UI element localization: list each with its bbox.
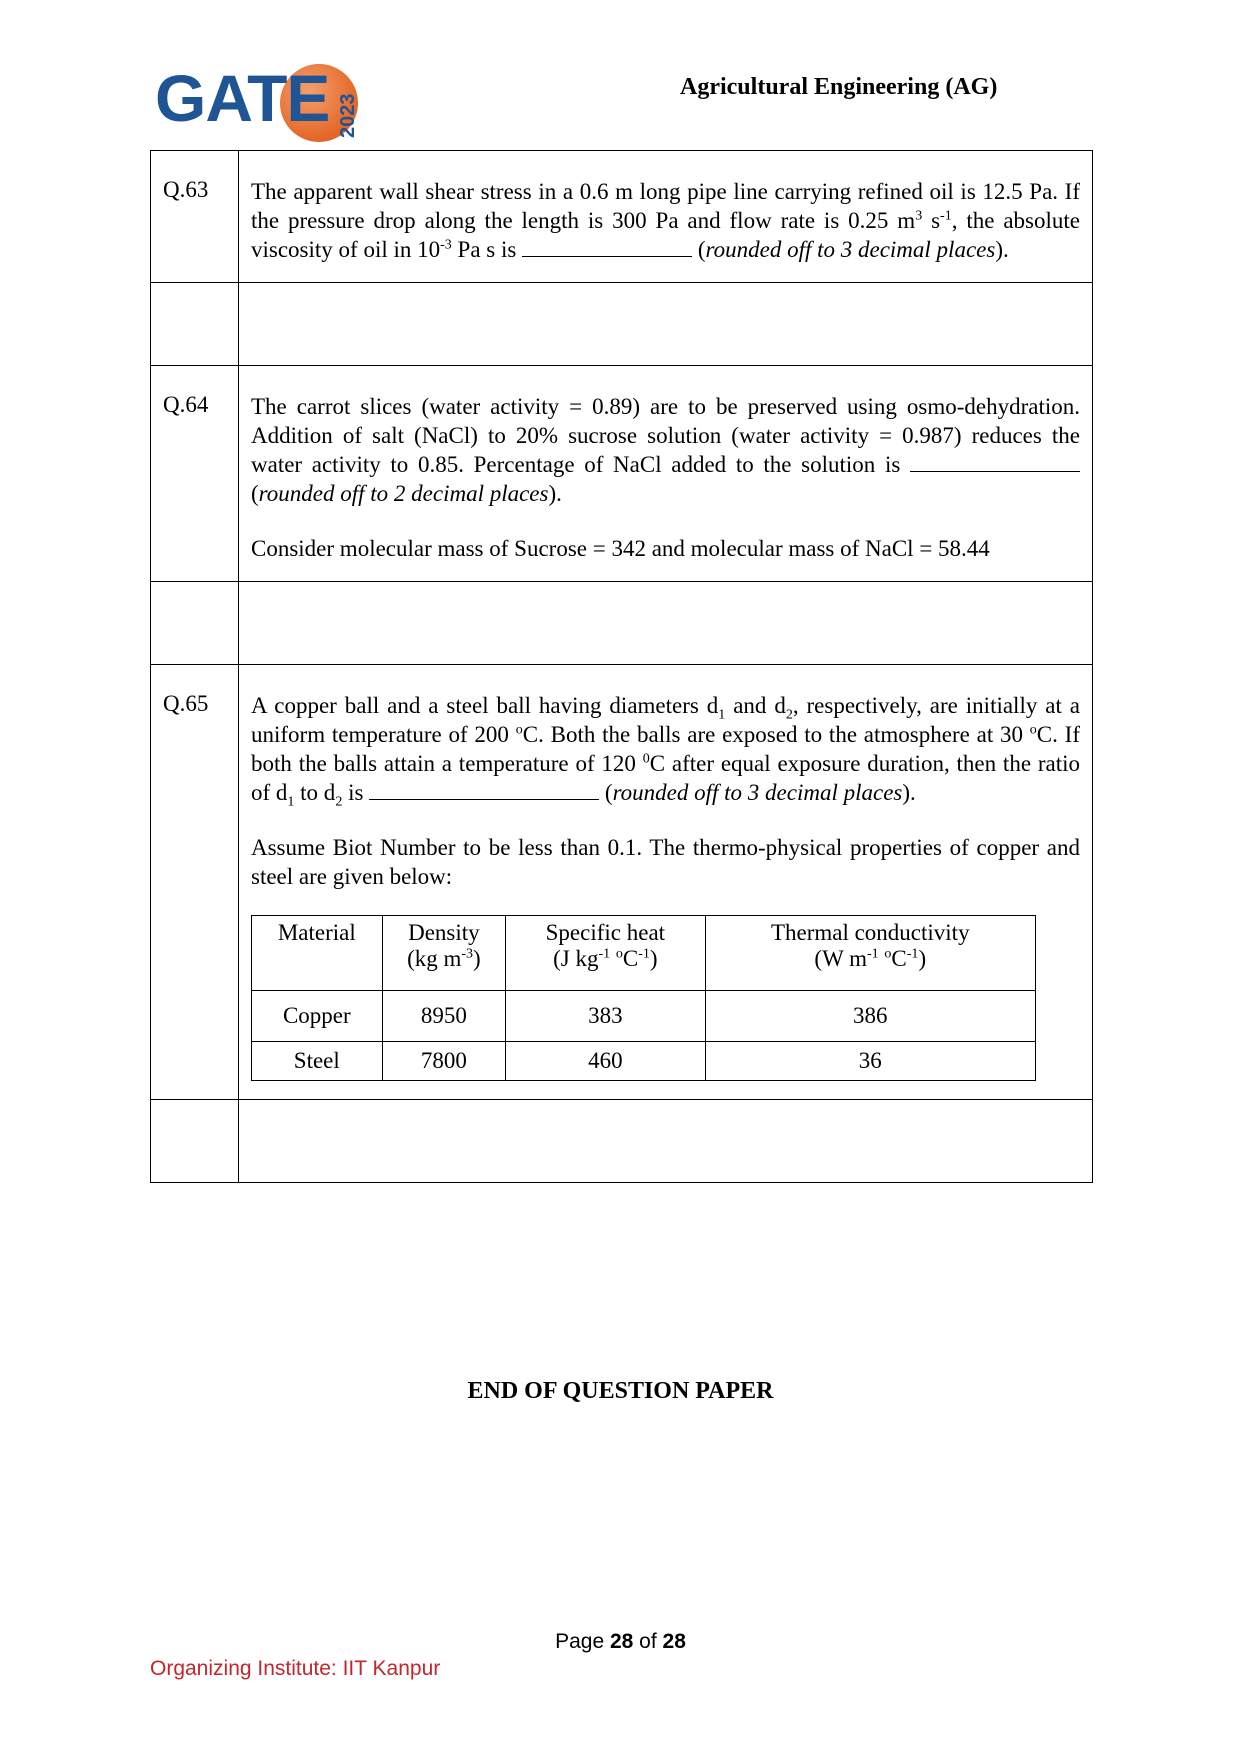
q64-text: The carrot slices (water activity = 0.89) are to be preserved using osmo-dehydration. Addition of salt (NaCl) to 20% sucrose solution (water activity = 0.987) reduces the water activity to 0.85. Percentage of NaCl added to the solution is xyxy=(251,394,1080,477)
logo-year: 2023 xyxy=(337,93,359,138)
table-row xyxy=(252,1042,1036,1081)
header-density-label: Density xyxy=(408,920,480,945)
page-of: of xyxy=(633,1630,663,1653)
question-text: The apparent wall shear stress in a 0.6 m long pipe line carrying refined oil is 12.5 Pa. If the pressure drop along the length is 300 Pa and flow rate is 0.25 $m^3$ $s^{-1}$, the absolute viscosity of oil in $10^{-3}$ Pa s is (rounded off to 3 decimal places). xyxy=(239,151,1093,283)
q65-sub-3: 1 xyxy=(287,794,295,810)
cell-specific-heat: 460 xyxy=(506,1042,705,1081)
header-specific-unit-sup3: -1 xyxy=(638,946,650,962)
q63-sup-c: -3 xyxy=(440,237,452,253)
q65-text-8: is xyxy=(342,780,364,805)
answer-blank xyxy=(369,779,599,800)
q65-text-3: , respectively, are initially at a uniform temperature of 200 xyxy=(251,693,1080,747)
header-thermal-unit-sup1: -1 xyxy=(867,946,879,962)
q65-rounding: rounded off to 3 decimal places xyxy=(612,780,903,805)
page-prefix: Page xyxy=(555,1630,610,1653)
header-material-label: Material xyxy=(277,920,356,945)
answer-row xyxy=(151,1100,1093,1183)
header-density-unit-a: (kg m xyxy=(407,946,462,971)
header-thermal-label: Thermal conductivity xyxy=(770,920,970,945)
q64-rounding: rounded off to 2 decimal places xyxy=(258,481,549,506)
q63-sup-b: -1 xyxy=(940,208,952,224)
answer-cell xyxy=(239,582,1093,665)
q63-text-a: The apparent wall shear stress in a 0.6 m long pipe line carrying refined oil is 12.5 Pa. If the pressure drop along the length is 300 Pa and flow rate is 0.25 m xyxy=(251,179,1080,233)
answer-row xyxy=(151,582,1093,665)
q65-deg-1: o xyxy=(515,722,523,738)
header-thermal-unit-a: (W m xyxy=(814,946,867,971)
header-thermal-unit-sup3: -1 xyxy=(906,946,919,962)
answer-cell xyxy=(239,283,1093,366)
q63-text-d: Pa s is xyxy=(451,237,517,262)
organizing-institute: Organizing Institute: IIT Kanpur xyxy=(150,1657,441,1680)
header-thermal-unit-b: ) xyxy=(918,946,927,971)
header-thermal-unit-sup2: o xyxy=(884,946,892,962)
table-row xyxy=(252,991,1036,1042)
q63-text-c: , the absolute viscosity of oil in 10 xyxy=(251,208,1080,262)
header-specific-unit-sup2: o xyxy=(615,946,623,962)
question-text: The carrot slices (water activity = 0.89) are to be preserved using osmo-dehydration. Addition of salt (NaCl) to 20% sucrose solution (water activity = 0.987) reduces the water activity to 0.85. Percentage of NaCl added to the solution is (rounded off to 2 decimal places). Consider molecular mass of Sucrose = 342 and molecular mass of NaCl = 58.44 xyxy=(239,366,1093,582)
answer-number-cell xyxy=(151,582,239,665)
header-specific-unit-b: ) xyxy=(649,946,658,971)
question-number: Q.63 xyxy=(151,151,239,283)
q63-text-b: s xyxy=(922,208,941,233)
header-thermal-unit-mid: C xyxy=(891,946,907,971)
page-current: 28 xyxy=(609,1630,634,1653)
q65-sub-2: 2 xyxy=(785,707,793,723)
q65-sub-4: 2 xyxy=(335,794,343,810)
q65-text-1: A copper ball and a steel ball having diameters d xyxy=(251,693,719,718)
logo-text: GATE xyxy=(155,61,330,135)
q65-deg-3: 0 xyxy=(642,751,650,767)
gate-logo xyxy=(155,60,365,142)
question-number: Q.65 xyxy=(151,665,239,1100)
header-density xyxy=(382,916,506,991)
q65-deg-2: o xyxy=(1029,722,1037,738)
cell-conductivity: 386 xyxy=(705,991,1035,1042)
question-row xyxy=(151,665,1093,1100)
header-thermal-conductivity xyxy=(705,916,1035,991)
answer-number-cell xyxy=(151,283,239,366)
question-text: A copper ball and a steel ball having diameters $d_1$ and $d_2$, respectively, are initially at a uniform temperature of 200 $^o$C. Both the balls are exposed to the atmosphere at 30 $^o$C. If both the balls attain a temperature of 120 $^0$C after equal exposure duration, then the ratio of $d_1$ to $d_2$ is (rounded off to 3 decimal places). Assume Biot Number to be less than 0.1. The thermo-physical properties of copper and steel are given below: Material Density (kg $m^{-3}$) Specific heat (J $kg^{-1}$ $^oC^{-1}$) Thermal conductivity (W $m^{-1}$ $^oC^{-1}$) Copper 8950 383 386 Steel 7800 460 36 xyxy=(239,665,1093,1100)
cell-density: 7800 xyxy=(382,1042,506,1081)
header-specific-heat xyxy=(506,916,705,991)
cell-specific-heat: 383 xyxy=(506,991,705,1042)
cell-density: 8950 xyxy=(382,991,506,1042)
q65-text-4: C. Both the balls are exposed to the atmosphere at 30 xyxy=(522,722,1030,747)
q64-note: Consider molecular mass of Sucrose = 342 and molecular mass of NaCl = 58.44 xyxy=(251,536,990,561)
properties-header-row xyxy=(252,916,1036,991)
answer-cell xyxy=(239,1100,1093,1183)
q65-note: Assume Biot Number to be less than 0.1. The thermo-physical properties of copper and steel are given below: xyxy=(251,835,1080,889)
q63-rounding: rounded off to 3 decimal places xyxy=(705,237,996,262)
question-number: Q.64 xyxy=(151,366,239,582)
header-specific-unit-mid: C xyxy=(622,946,639,971)
answer-row xyxy=(151,283,1093,366)
q65-text-6: C after equal exposure duration, then the ratio of d xyxy=(251,751,1080,805)
question-table xyxy=(150,150,1093,1183)
header-specific-label: Specific heat xyxy=(545,920,666,945)
answer-blank xyxy=(910,451,1080,472)
q65-text-7: to d xyxy=(294,780,336,805)
header-material xyxy=(252,916,383,991)
q65-text-2: and d xyxy=(725,693,786,718)
header-specific-unit-a: (J kg xyxy=(553,946,599,971)
answer-blank xyxy=(522,236,692,257)
q63-sup-a: 3 xyxy=(915,208,923,224)
header-density-unit-sup: -3 xyxy=(461,946,474,962)
header-density-unit-b: ) xyxy=(473,946,481,971)
page-number xyxy=(0,1630,1241,1654)
question-row xyxy=(151,151,1093,283)
header-specific-unit-sup1: -1 xyxy=(598,946,611,962)
properties-table xyxy=(251,915,1036,1081)
cell-material: Copper xyxy=(252,991,383,1042)
q65-text-5: C. If both the balls attain a temperature of 120 xyxy=(251,722,1080,776)
subject-title: Agricultural Engineering (AG) xyxy=(680,74,998,100)
page-total: 28 xyxy=(662,1630,686,1653)
cell-conductivity: 36 xyxy=(705,1042,1035,1081)
cell-material: Steel xyxy=(252,1042,383,1081)
question-row xyxy=(151,366,1093,582)
q65-sub-1: 1 xyxy=(718,707,726,723)
answer-number-cell xyxy=(151,1100,239,1183)
end-of-paper: END OF QUESTION PAPER xyxy=(467,1378,774,1404)
